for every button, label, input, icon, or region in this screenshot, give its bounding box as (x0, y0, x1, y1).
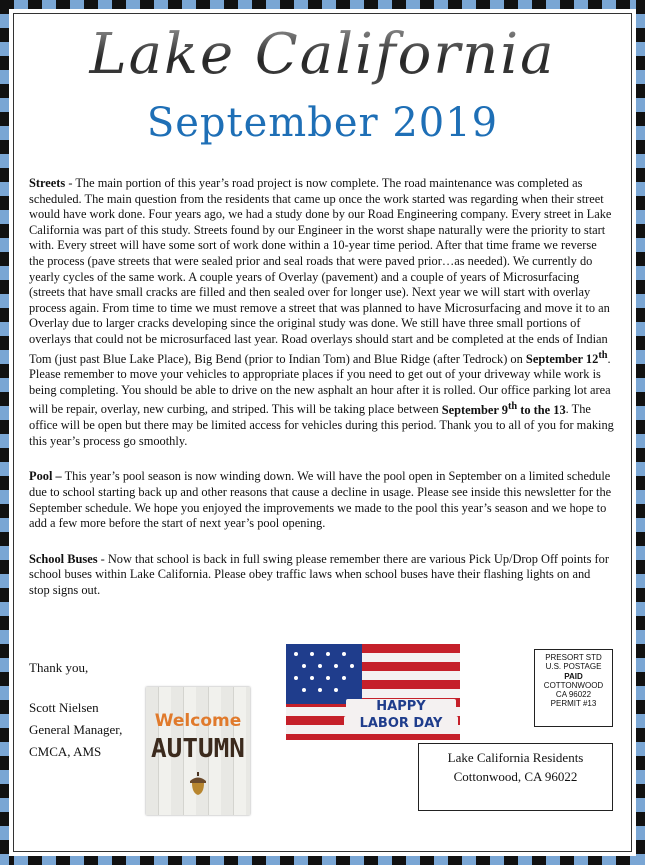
address-recipient: Lake California Residents (447, 750, 584, 765)
pool-section (29, 469, 614, 531)
flag-canton (286, 644, 362, 704)
decorative-border-bottom (0, 856, 645, 865)
school-buses-text: - Now that school is back in full swing please remember there are various Pick Up/Drop Off points for school buses within Lake California. Please obey traffic laws when school buses have their flashing lights on and stop signs out. (29, 551, 609, 597)
signature-block (29, 697, 122, 763)
acorn-icon (188, 772, 208, 796)
pool-heading: Pool – (29, 469, 62, 484)
streets-date1-suffix: th (598, 349, 608, 361)
streets-date1: September 12 (525, 351, 599, 366)
newsletter-body (29, 176, 614, 613)
school-buses-section (29, 552, 614, 599)
newsletter-issue-date: September 2019 (146, 100, 499, 146)
labor-day-text: LABOR DAY (344, 716, 458, 731)
signature-credentials: CMCA, AMS (29, 744, 102, 759)
streets-text-part3: . The office will be open but there may be limited access for vehicles during this period. Thank you to all of you for making this year’s process go smoothly. (29, 402, 614, 448)
streets-date2: September 9 (441, 402, 508, 417)
postage-line-us: U.S. POSTAGE (545, 662, 602, 672)
newsletter-title: Lake California (0, 22, 645, 87)
pool-text: This year’s pool season is now winding down. We will have the pool open in September on a limited schedule due to school starting back up and other reasons that cause a decline in usage. Please see inside this newsletter for the September schedule. We hope you enjoyed the improvements we made to the pool this year’s season and we hope to add a few more before the start of next year’s pool opening. (29, 469, 612, 531)
postage-line-presort: PRESORT STD (545, 653, 602, 662)
streets-heading: Streets (29, 176, 66, 190)
streets-text-part1: - The main portion of this year’s road project is now complete. The road maintenance was completed as scheduled. The main question from the residents that came up once the work started was regarding when their street would have work done. Four years ago, we had a study done by our Road Engineering company. Every street in Lake California was part of this study. Streets found by our Engineer in the worst shape naturally were the priority to start with. Every street will have some sort of work done within a 10-year time period. After that time frame we reverse the process (pave streets that were sealed prior and seal roads that were paved prior…as needed). We currently do yearly cycles of the same work. A couple years of Overlay (pavement) and a couple of years of Microsurfacing (streets that have small cracks are filled and then sealed over for longer use). Next year we will start with overlay process again. From time to time we must remove a street that was planned to have Microsurfacing and move it to an Overlay due to larger cracks developing since the original study was done. We still have three small portions of overlays that could not be microsurfaced last year. Road overlays should start and be completed at the ends of Indian Tom (just past Blue Lake Place), Big Bend (prior to Indian Tom) and Blue Ridge (after Tedrock) on (29, 176, 612, 366)
labor-day-image (286, 644, 460, 740)
streets-text-part2: . Please remember to move your vehicles to appropriate places if you need to get out of your driveway while work is being completing. You should be able to drive on the new asphalt an hour after it is rolled. Our office parking lot area will be repair, overlay, new curbing, and striped. This will be taking place between (29, 351, 611, 417)
streets-section (29, 176, 614, 449)
autumn-word-text: AUTUMN (151, 734, 245, 764)
postage-line-city: COTTONWOOD (543, 680, 604, 690)
signature-name: Scott Nielsen (29, 700, 99, 715)
decorative-border-top (0, 0, 645, 9)
school-buses-heading: School Buses (29, 551, 98, 566)
signature-title: General Manager, (29, 722, 123, 737)
streets-date2-end: to the 13 (517, 402, 566, 417)
postage-line-paid: PAID (564, 671, 583, 681)
streets-date2-suffix: th (507, 400, 518, 412)
labor-day-happy-text: HAPPY (346, 699, 456, 714)
autumn-welcome-text: Welcome (154, 711, 242, 731)
stars-icon (286, 644, 362, 704)
mailing-address-box (418, 743, 613, 811)
postage-indicia (534, 649, 613, 727)
address-city: Cottonwood, CA 96022 (453, 769, 578, 784)
welcome-autumn-image (146, 687, 250, 815)
postage-line-zip: CA 96022 (555, 690, 592, 700)
postage-line-permit: PERMIT #13 (550, 699, 597, 709)
closing-thanks: Thank you, (29, 660, 89, 675)
